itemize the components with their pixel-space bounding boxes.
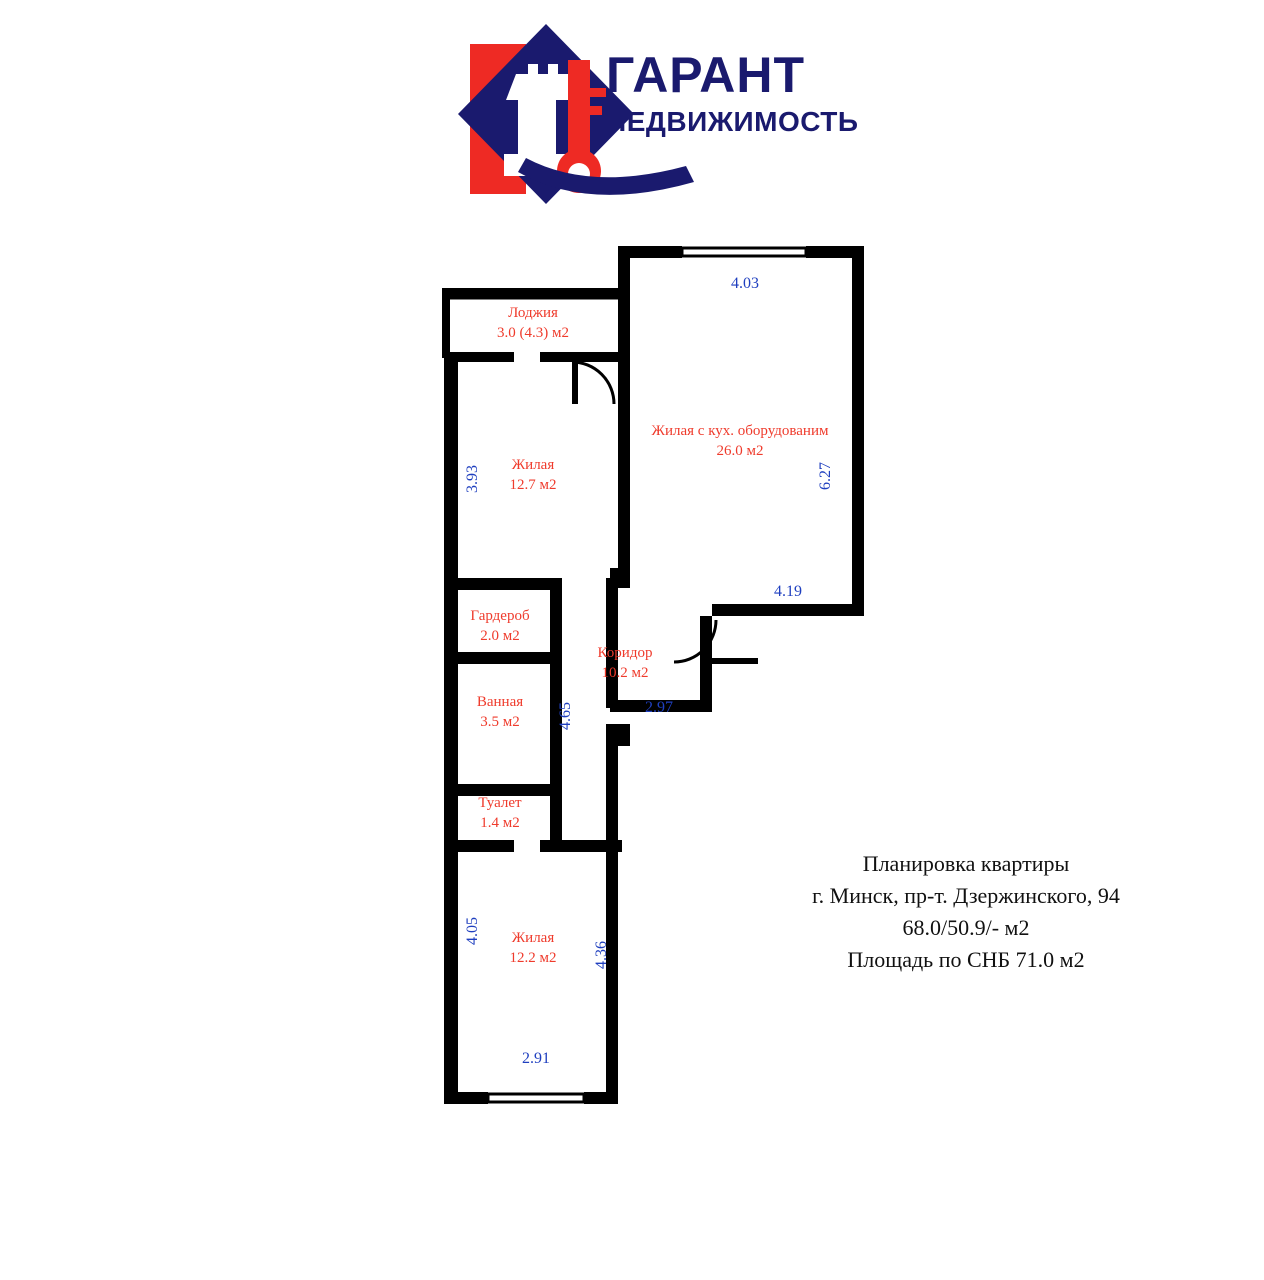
caption-line-4: Площадь по СНБ 71.0 м2 [847,946,1085,972]
room-name: Жилая с кух. оборудованим [651,423,829,439]
room-label-corridor [598,645,653,682]
room-area: 3.5 м2 [480,714,520,730]
logo-line-2: НЕДВИЖИМОСТЬ [606,106,859,137]
caption-line-1: Планировка квартиры [862,851,1070,876]
dimension-4-19: 4.19 [774,583,802,600]
room-area: 2.0 м2 [480,628,520,644]
dimension-4-65: 4.65 [557,702,574,730]
room-label-wardrobe [470,608,529,645]
dimension-2-97: 2.97 [645,699,673,716]
room-label-toilet [478,795,521,832]
caption-line-2: г. Минск, пр-т. Дзержинского, 94 [812,882,1120,908]
room-area: 12.2 м2 [509,950,557,966]
room-label-loggia [497,305,569,342]
room-label-bathroom [477,694,523,731]
room-name: Туалет [478,795,522,811]
room-label-living-kitchen [652,423,829,460]
room-area: 12.7 м2 [509,477,557,493]
room-name: Коридор [597,645,653,661]
room-label-living-12-2 [510,930,557,967]
dimension-4-36: 4.36 [593,941,610,969]
room-area: 3.0 (4.3) м2 [497,325,569,341]
room-area: 26.0 м2 [716,443,764,459]
room-area: 1.4 м2 [480,815,520,831]
room-name: Ванная [476,694,524,710]
room-name: Жилая [511,930,555,946]
dimension-6-27: 6.27 [817,462,834,490]
dimension-3-93: 3.93 [464,465,481,493]
caption-line-3: 68.0/50.9/- м2 [902,914,1030,940]
room-area: 10.2 м2 [601,665,649,681]
plan-caption [676,848,1256,976]
dimension-2-91: 2.91 [522,1050,550,1067]
room-label-living-12-7 [510,457,557,494]
room-name: Гардероб [470,608,530,624]
room-name: Лоджия [508,305,558,321]
room-name: Жилая [511,457,555,473]
dimension-4-05: 4.05 [464,917,481,945]
dimension-4-03: 4.03 [731,275,759,292]
logo-line-1: ГАРАНТ [606,47,806,103]
